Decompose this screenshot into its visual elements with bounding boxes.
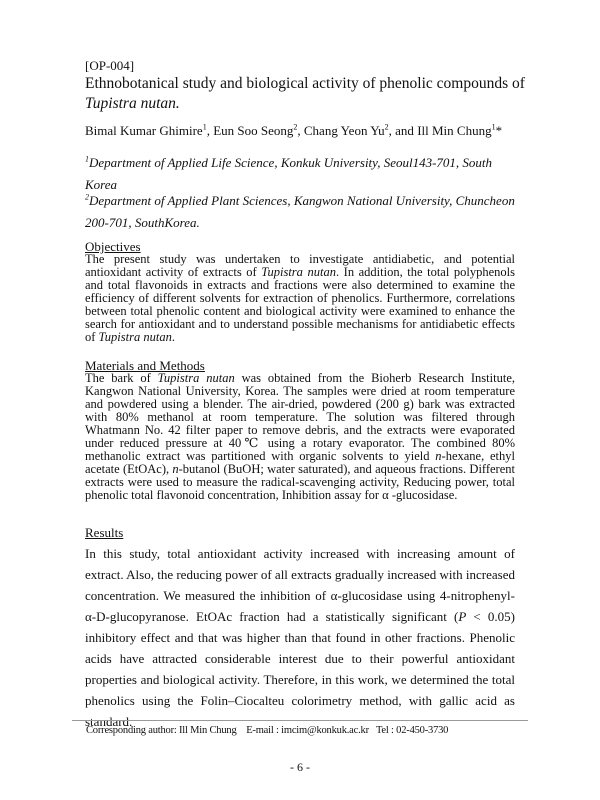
- affiliation-2: [85, 190, 525, 234]
- title-text: Ethnobotanical study and biological activity of phenolic compounds of: [85, 75, 525, 92]
- text-run: < 0.05) inhibitory effect and that was higher than that found in other fractions. Phenolic acids have attracted considerable interest due to their powerful antioxidant properties and biological activity. Therefore, in this work, we determined the total phenolics using the Folin–Ciocalteu colorimetry method, with gallic acid as standard.: [85, 609, 515, 729]
- text-run: The present study was undertaken to investigate antidiabetic, and potential antioxidant activity of extracts of: [85, 252, 515, 279]
- text-run: . In addition, the total polyphenols and total flavonoids in extracts and fractions were also determined to examine the efficiency of different solvents for extraction of phenolics. Furthermore, correlations between total phenolic content and biological activity were examined to enhance the search for antioxidant and to understand possible mechanisms for antidiabetic effects of: [85, 265, 515, 344]
- methods-heading: Materials and Methods: [85, 358, 205, 373]
- author-separator: ,: [297, 123, 304, 138]
- phone-text: Tel : 02-450-3730: [375, 725, 449, 736]
- text-run: was obtained from the Bioherb Research Institute, Kangwon National University, Korea. The samples were dried at room temperature and powdered using a blender. The air-dried, powdered (200 g) bark was extracted with 80% methanol at room temperature. The solution was filtered through Whatmann No. 42 filter paper to remove debris, and the extracts were evaporated under reduced pressure at 40℃ using a rotary evaporator. The combined 80% methanolic extract was partitioned with organic solvents to yield: [85, 371, 515, 463]
- methods-text: [85, 372, 515, 502]
- author-2-affil: 2: [293, 122, 298, 132]
- footer-divider: [72, 720, 528, 721]
- author-2: Eun Soo Seong: [213, 123, 294, 138]
- corresponding-mark: *: [495, 123, 503, 138]
- corresponding-author: Corresponding author: Ill Min Chung: [86, 725, 237, 736]
- species-name: Tupistra nutan: [157, 371, 235, 385]
- author-1: Bimal Kumar Ghimire: [85, 123, 203, 138]
- italic-prefix: n: [435, 449, 442, 463]
- author-separator: , and: [388, 123, 418, 138]
- abstract-code: [OP-004]: [85, 58, 135, 73]
- text-run: -hexane, ethyl acetate (EtOAc),: [85, 449, 515, 476]
- results-heading: Results: [85, 525, 124, 540]
- text-run: The bark of: [85, 371, 158, 385]
- author-4-affil: 1: [491, 122, 496, 132]
- author-3: Chang Yeon Yu: [303, 123, 385, 138]
- species-name: Tupistra nutan: [98, 330, 172, 344]
- paper-title: [85, 74, 525, 114]
- p-value-symbol: P: [458, 609, 467, 624]
- author-1-affil: 1: [202, 122, 207, 132]
- author-4: Ill Min Chung: [417, 123, 492, 138]
- objectives-text: [85, 253, 515, 344]
- affiliation-2-number: 2: [85, 192, 89, 202]
- affiliation-1-number: 1: [85, 154, 89, 164]
- affiliation-2-text: Department of Applied Plant Sciences, Kangwon National University, Chuncheon 200-701, SouthKorea.: [85, 193, 515, 230]
- page-number: - 6 -: [290, 760, 310, 774]
- footer-contact: [86, 725, 448, 736]
- text-run: In this study, total antioxidant activity increased with increasing amount of extract. Also, the reducing power of all extracts gradually increased with increased concentration. We measured the inhibition of α-glucosidase using 4-nitrophenyl-α-D-glucopyranose. EtOAc fraction had a statistically significant (: [85, 546, 515, 624]
- author-list: [85, 120, 515, 142]
- author-3-affil: 2: [384, 122, 389, 132]
- email-text: E-mail : imcim@konkuk.ac.kr: [246, 725, 369, 736]
- results-text: [85, 543, 515, 732]
- species-name: Tupistra nutan: [261, 265, 336, 279]
- objectives-heading: Objectives: [85, 239, 141, 254]
- affiliation-1-text: Department of Applied Life Science, Konkuk University, Seoul143-701, South Korea: [85, 155, 493, 192]
- italic-prefix: n: [172, 462, 179, 476]
- title-species: Tupistra nutan.: [85, 95, 180, 112]
- text-run: -butanol (BuOH; water saturated), and aqueous fractions. Different extracts were used to measure the radical-scavenging activity, Reducing power, total phenolic total flavonoid concentration, Inhibition assay for α -glucosidase.: [85, 462, 515, 502]
- author-separator: ,: [206, 123, 214, 138]
- text-run: .: [171, 330, 175, 344]
